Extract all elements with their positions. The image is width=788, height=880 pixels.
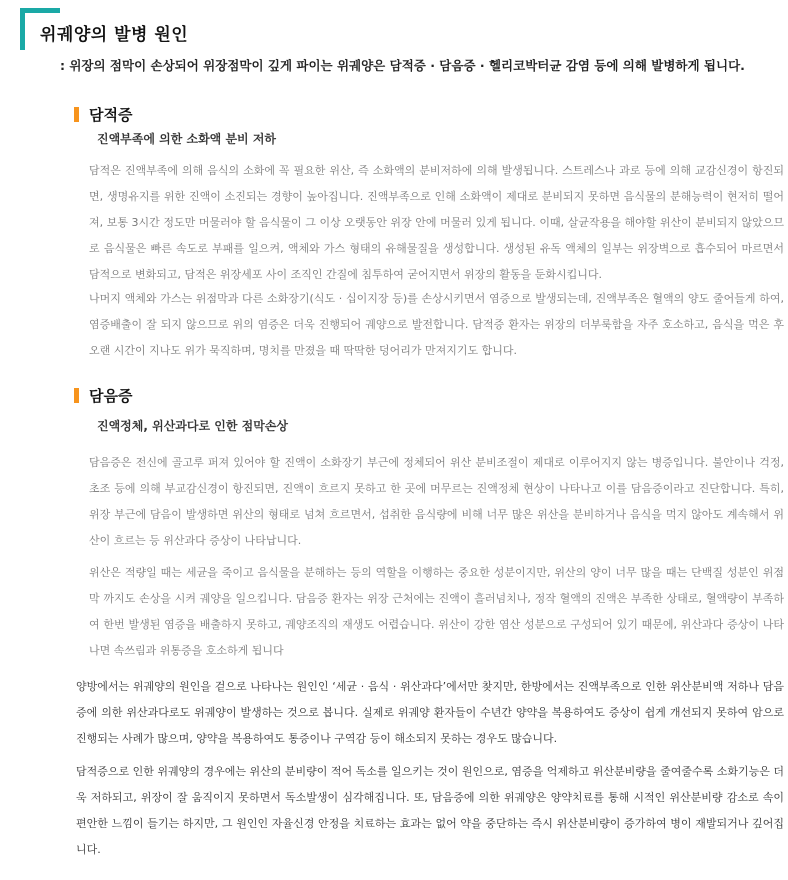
section-paragraph: 나머지 액체와 가스는 위점막과 다른 소화장기(식도 · 십이지장 등)를 손상시키면서 염증으로 발생되는데, 진액부족은 혈액의 양도 줄어들게 하여, 염증배출이 잘 되지 않으므로 위의 염증은 더욱 진행되어 궤양으로 발전합니다. 담적증 환자는 위장의 더부룩함을 자주 호소하고, 음식을 먹은 후 오랜 시간이 지나도 위가 묵직하며, 명치를 만졌을 때 딱딱한 덩어리가 만져지기도 합니다. bbox=[89, 292, 784, 357]
page-title: 위궤양의 발병 원인 bbox=[40, 25, 189, 45]
section-title: 담적증 bbox=[89, 105, 133, 124]
section-subtitle: 진액정체, 위산과다로 인한 점막손상 bbox=[97, 419, 288, 433]
conclusion-paragraph: 담적증으로 인한 위궤양의 경우에는 위산의 분비량이 적어 독소를 일으키는 것이 원인으로, 염증을 억제하고 위산분비량을 줄여줄수록 소화기능은 더욱 저하되고, 위장이 잘 움직이지 못하면서 독소발생이 심각해집니다. 또, 담음증에 의한 위궤양은 양약치료를 통해 시적인 위산분비량 감소로 속이 편안한 느낌이 들기는 하지만, 그 원인인 자율신경 안정을 치료하는 효과는 없어 약을 중단하는 즉시 위산분비량이 증가하여 병이 재발되거나 깊어집니다. bbox=[76, 765, 784, 856]
section-subtitle: 진액부족에 의한 소화액 분비 저하 bbox=[97, 132, 277, 146]
section-title: 담음증 bbox=[89, 386, 133, 405]
orange-bar-icon bbox=[74, 388, 79, 403]
section-paragraph: 담적은 진액부족에 의해 음식의 소화에 꼭 필요한 위산, 즉 소화액의 분비저하에 의해 발생됩니다. 스트레스나 과로 등에 의해 교감신경이 항진되면, 생명유지를 위한 진액이 소진되는 경향이 높아집니다. 진액부족으로 인해 소화액이 제대로 분비되지 못하면 음식물의 분해능력이 현저히 떨어져, 보통 3시간 정도만 머물러야 할 음식물이 그 이상 오랫동안 위장 안에 머물러 있게 됩니다. 이때, 살균작용을 해야할 위산이 분비되지 않았으므로 음식물은 빠른 속도로 부패를 일으켜, 액체와 가스 형태의 유해물질을 생성합니다. 생성된 유독 액체의 일부는 위장벽으로 흡수되어 마르면서 담적으로 변화되고, 담적은 위장세포 사이 조직인 간질에 침투하여 굳어지면서 위장의 활동을 둔화시킵니다. bbox=[89, 164, 784, 281]
section-paragraph: 담음증은 전신에 골고루 퍼져 있어야 할 진액이 소화장기 부근에 정체되어 위산 분비조절이 제대로 이루어지지 않는 병증입니다. 불안이나 걱정, 초조 등에 의해 부교감신경이 항진되면, 진액이 흐르지 못하고 한 곳에 머무르는 진액정체 현상이 나타나고 이를 담음증이라고 진단합니다. 특히, 위장 부근에 담음이 발생하면 위산의 형태로 넘쳐 흐르면서, 섭취한 음식량에 비해 너무 많은 위산을 분비하거나 음식을 먹지 않아도 계속해서 위산이 흐르는 등 위산과다 증상이 나타납니다. bbox=[89, 456, 784, 547]
intro-text: : 위장의 점막이 손상되어 위장점막이 깊게 파이는 위궤양은 담적증 · 담음증 · 헬리코박터균 감염 등에 의해 발병하게 됩니다. bbox=[60, 58, 745, 73]
conclusion-paragraph: 양방에서는 위궤양의 원인을 겉으로 나타나는 원인인 ‘세균 · 음식 · 위산과다’에서만 찾지만, 한방에서는 진액부족으로 인한 위산분비액 저하나 담음증에 의한 위산과다로도 위궤양이 발생하는 것으로 봅니다. 실제로 위궤양 환자들이 수년간 양약을 복용하여도 증상이 쉽게 개선되지 못하여 암으로 진행되는 사례가 많으며, 양약을 복용하여도 통증이나 구역감 등이 해소되지 못하는 경우도 많습니다. bbox=[76, 680, 784, 745]
section-heading-dameum bbox=[74, 386, 132, 404]
orange-bar-icon bbox=[74, 107, 79, 122]
section-heading-damjeok bbox=[74, 105, 132, 123]
section-paragraph: 위산은 적량일 때는 세균을 죽이고 음식물을 분해하는 등의 역할을 이행하는 중요한 성분이지만, 위산의 양이 너무 많을 때는 단백질 성분인 위점막 까지도 손상을 시켜 궤양을 일으킵니다. 담음증 환자는 위장 근처에는 진액이 흘러넘치나, 정작 혈액의 진액은 부족한 상태로, 혈액량이 부족하여 한번 발생된 염증을 배출하지 못하고, 궤양조직의 재생도 어렵습니다. 위산이 강한 염산 성분으로 구성되어 있기 때문에, 위산과다 증상이 나타나면 속쓰림과 위통증을 호소하게 됩니다 bbox=[89, 566, 784, 657]
page-header bbox=[20, 8, 780, 58]
